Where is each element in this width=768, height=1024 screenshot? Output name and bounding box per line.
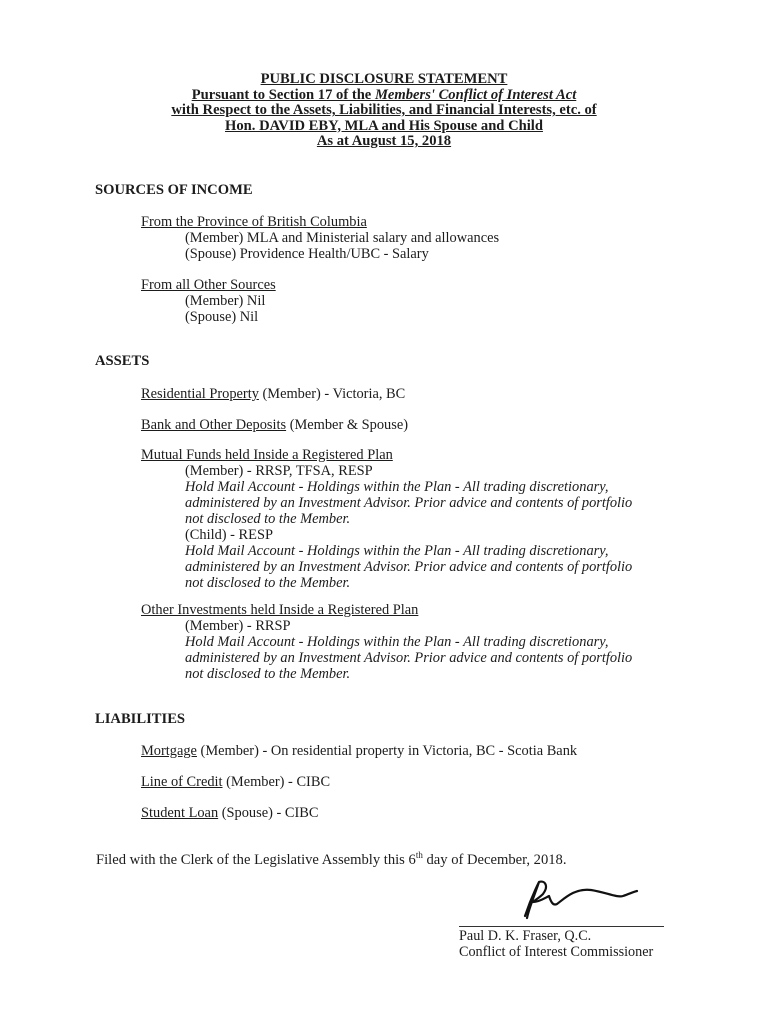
filing-statement-sup: th — [415, 850, 423, 860]
income-province-label: From the Province of British Columbia — [141, 214, 367, 230]
liability-mortgage-text: (Member) - On residential property in Victoria, BC - Scotia Bank — [196, 743, 578, 759]
header-line-scope: with Respect to the Assets, Liabilities, and Financial Interests, etc. of — [171, 102, 597, 118]
asset-mutual-child-note-3: not disclosed to the Member. — [185, 575, 351, 591]
income-province-spouse: (Spouse) Providence Health/UBC - Salary — [185, 246, 429, 262]
signer-title: Conflict of Interest Commissioner — [459, 944, 654, 960]
income-province-member: (Member) MLA and Ministerial salary and allowances — [185, 230, 500, 246]
liability-credit-text: (Member) - CIBC — [222, 774, 331, 790]
asset-other-note-2: administered by an Investment Advisor. Prior advice and contents of portfolio — [185, 650, 633, 666]
header-line-member: Hon. DAVID EBY, MLA and His Spouse and Child — [225, 117, 543, 134]
asset-mutual-member-note-3: not disclosed to the Member. — [185, 511, 351, 527]
asset-other-label: Other Investments held Inside a Registered Plan — [141, 602, 419, 618]
signer-name: Paul D. K. Fraser, Q.C. — [459, 928, 592, 944]
filing-statement-pre: Filed with the Clerk of the Legislative Assembly this 6 — [96, 852, 416, 868]
filing-statement — [96, 850, 567, 869]
asset-other-note-3: not disclosed to the Member. — [185, 666, 351, 682]
document-header — [0, 72, 768, 150]
section-heading-assets: ASSETS — [95, 353, 150, 369]
income-other-label: From all Other Sources — [141, 277, 276, 293]
header-line-date: As at August 15, 2018 — [316, 133, 452, 149]
header-line-statute — [0, 88, 768, 104]
liability-student-label: Student Loan — [141, 805, 219, 821]
asset-residential-label: Residential Property — [141, 386, 259, 402]
asset-mutual-child-note-1: Hold Mail Account - Holdings within the Plan - All trading discretionary, — [185, 543, 609, 559]
statute-prefix: Pursuant to Section 17 of the — [191, 86, 375, 103]
section-heading-liabilities: LIABILITIES — [95, 711, 186, 727]
liability-credit — [141, 774, 330, 790]
asset-mutual-member-note-1: Hold Mail Account - Holdings within the Plan - All trading discretionary, — [185, 479, 609, 495]
signature-image — [505, 876, 645, 922]
asset-residential-text: (Member) - Victoria, BC — [258, 386, 406, 402]
asset-other-note-1: Hold Mail Account - Holdings within the Plan - All trading discretionary, — [185, 634, 609, 650]
asset-mutual-child: (Child) - RESP — [185, 527, 273, 543]
asset-bank — [141, 417, 408, 433]
liability-mortgage-label: Mortgage — [141, 743, 197, 759]
asset-mutual-label: Mutual Funds held Inside a Registered Plan — [141, 447, 393, 463]
liability-credit-label: Line of Credit — [141, 774, 223, 790]
asset-other-member: (Member) - RRSP — [185, 618, 291, 634]
document-title: PUBLIC DISCLOSURE STATEMENT — [260, 71, 508, 87]
filing-statement-post: day of December, 2018. — [422, 852, 567, 868]
asset-mutual-member: (Member) - RRSP, TFSA, RESP — [185, 463, 373, 479]
asset-mutual-member-note-2: administered by an Investment Advisor. Prior advice and contents of portfolio — [185, 495, 633, 511]
liability-mortgage — [141, 743, 577, 759]
income-other-member: (Member) Nil — [185, 293, 266, 309]
asset-bank-label: Bank and Other Deposits — [141, 417, 287, 433]
statute-name: Members' Conflict of Interest Act — [374, 86, 577, 103]
asset-mutual-child-note-2: administered by an Investment Advisor. Prior advice and contents of portfolio — [185, 559, 633, 575]
income-other-spouse: (Spouse) Nil — [185, 309, 259, 325]
liability-student — [141, 805, 318, 821]
asset-bank-text: (Member & Spouse) — [286, 417, 408, 433]
asset-residential — [141, 386, 405, 402]
section-heading-income: SOURCES OF INCOME — [95, 182, 253, 198]
signature-line — [459, 926, 664, 927]
liability-student-text: (Spouse) - CIBC — [218, 805, 319, 821]
